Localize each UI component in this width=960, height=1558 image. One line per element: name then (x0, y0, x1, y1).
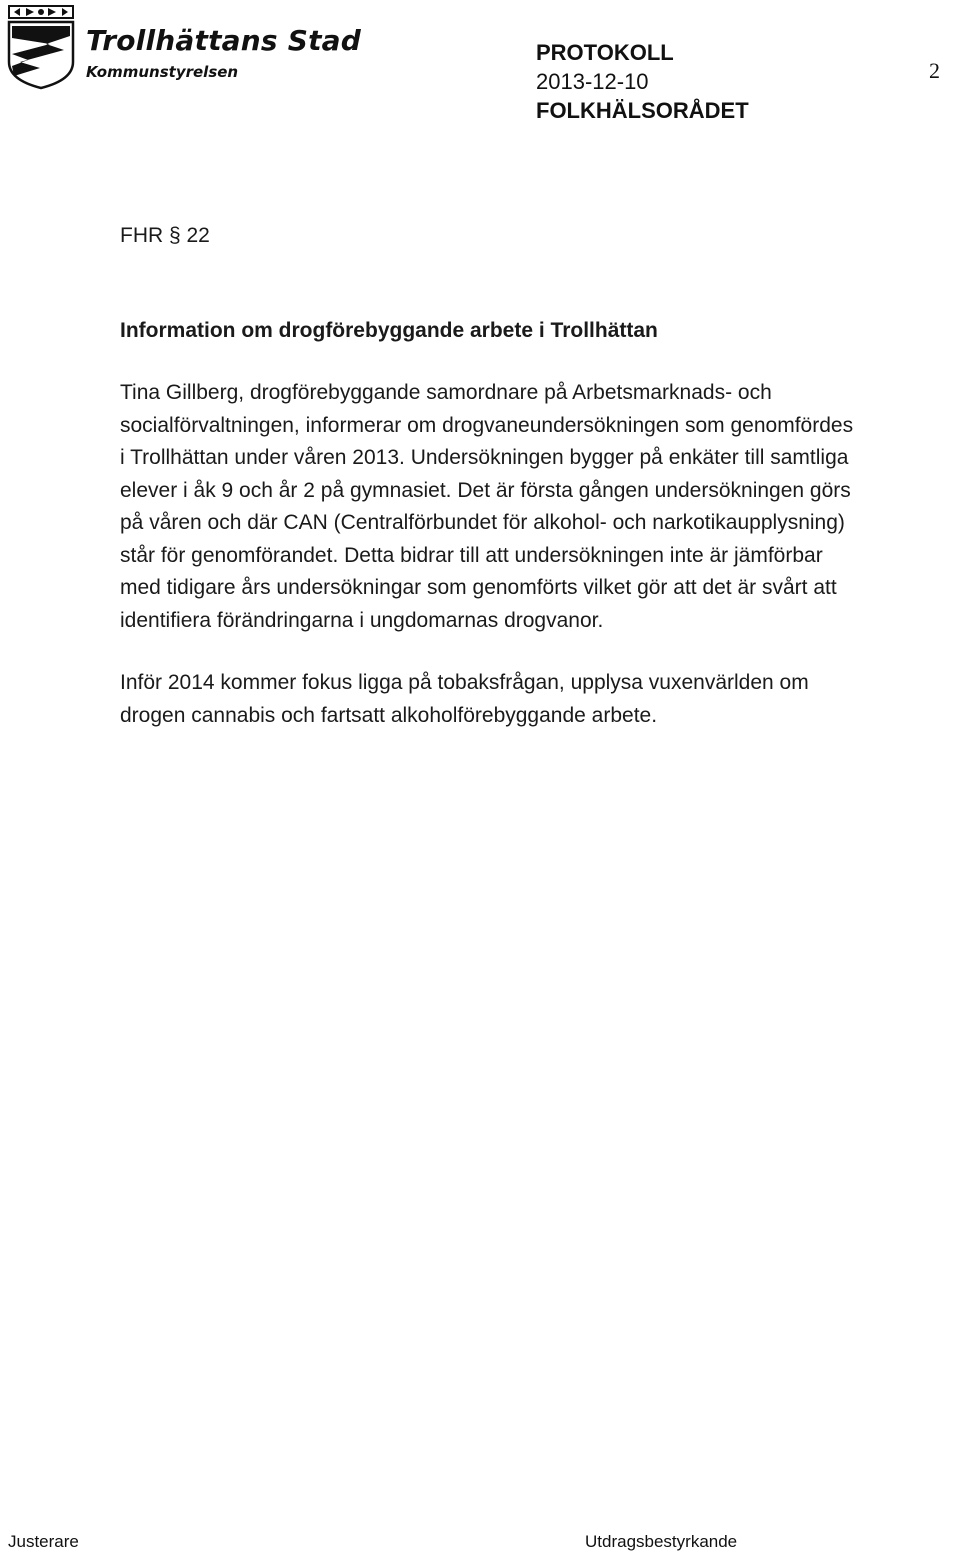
doc-type: PROTOKOLL (536, 40, 674, 65)
doc-date: 2013-12-10 (536, 69, 649, 94)
section-reference: FHR § 22 (120, 224, 210, 247)
document-meta (536, 38, 749, 125)
coat-of-arms-icon (6, 4, 76, 90)
footer-utdragsbestyrkande: Utdragsbestyrkande (585, 1532, 738, 1551)
org-name: Trollhättans Stad (86, 24, 361, 57)
section-heading: Information om drogförebyggande arbete i Trollhättan (120, 318, 658, 342)
org-subtitle: Kommunstyrelsen (86, 63, 239, 81)
paragraph-focus-2014: Inför 2014 kommer fokus ligga på tobaksfrågan, upplysa vuxenvärlden om drogen cannabis och fartsatt alkoholförebyggande arbete. (120, 671, 809, 727)
page-number: 2 (929, 58, 940, 83)
board-name: FOLKHÄLSORÅDET (536, 98, 749, 123)
paragraph-information: Tina Gillberg, drogförebyggande samordnare på Arbetsmarknads- och socialförvaltningen, informerar om drogvaneundersökningen som genomfördes i Trollhättan under våren 2013. Undersökningen bygger på enkäter till samtliga elever i åk 9 och år 2 på gymnasiet. Det är första gången undersökningen görs på våren och där CAN (Centralförbundet för alkohol- och narkotikaupplysning) står för genomförandet. Detta bidrar till att undersökningen inte är jämförbar med tidigare års undersökningar som genomförts vilket gör att det är svårt att identifiera förändringarna i ungdomarnas drogvanor. (120, 381, 854, 632)
municipality-logo (6, 4, 366, 90)
protocol-body (120, 220, 860, 732)
footer-justerare: Justerare (8, 1532, 79, 1551)
